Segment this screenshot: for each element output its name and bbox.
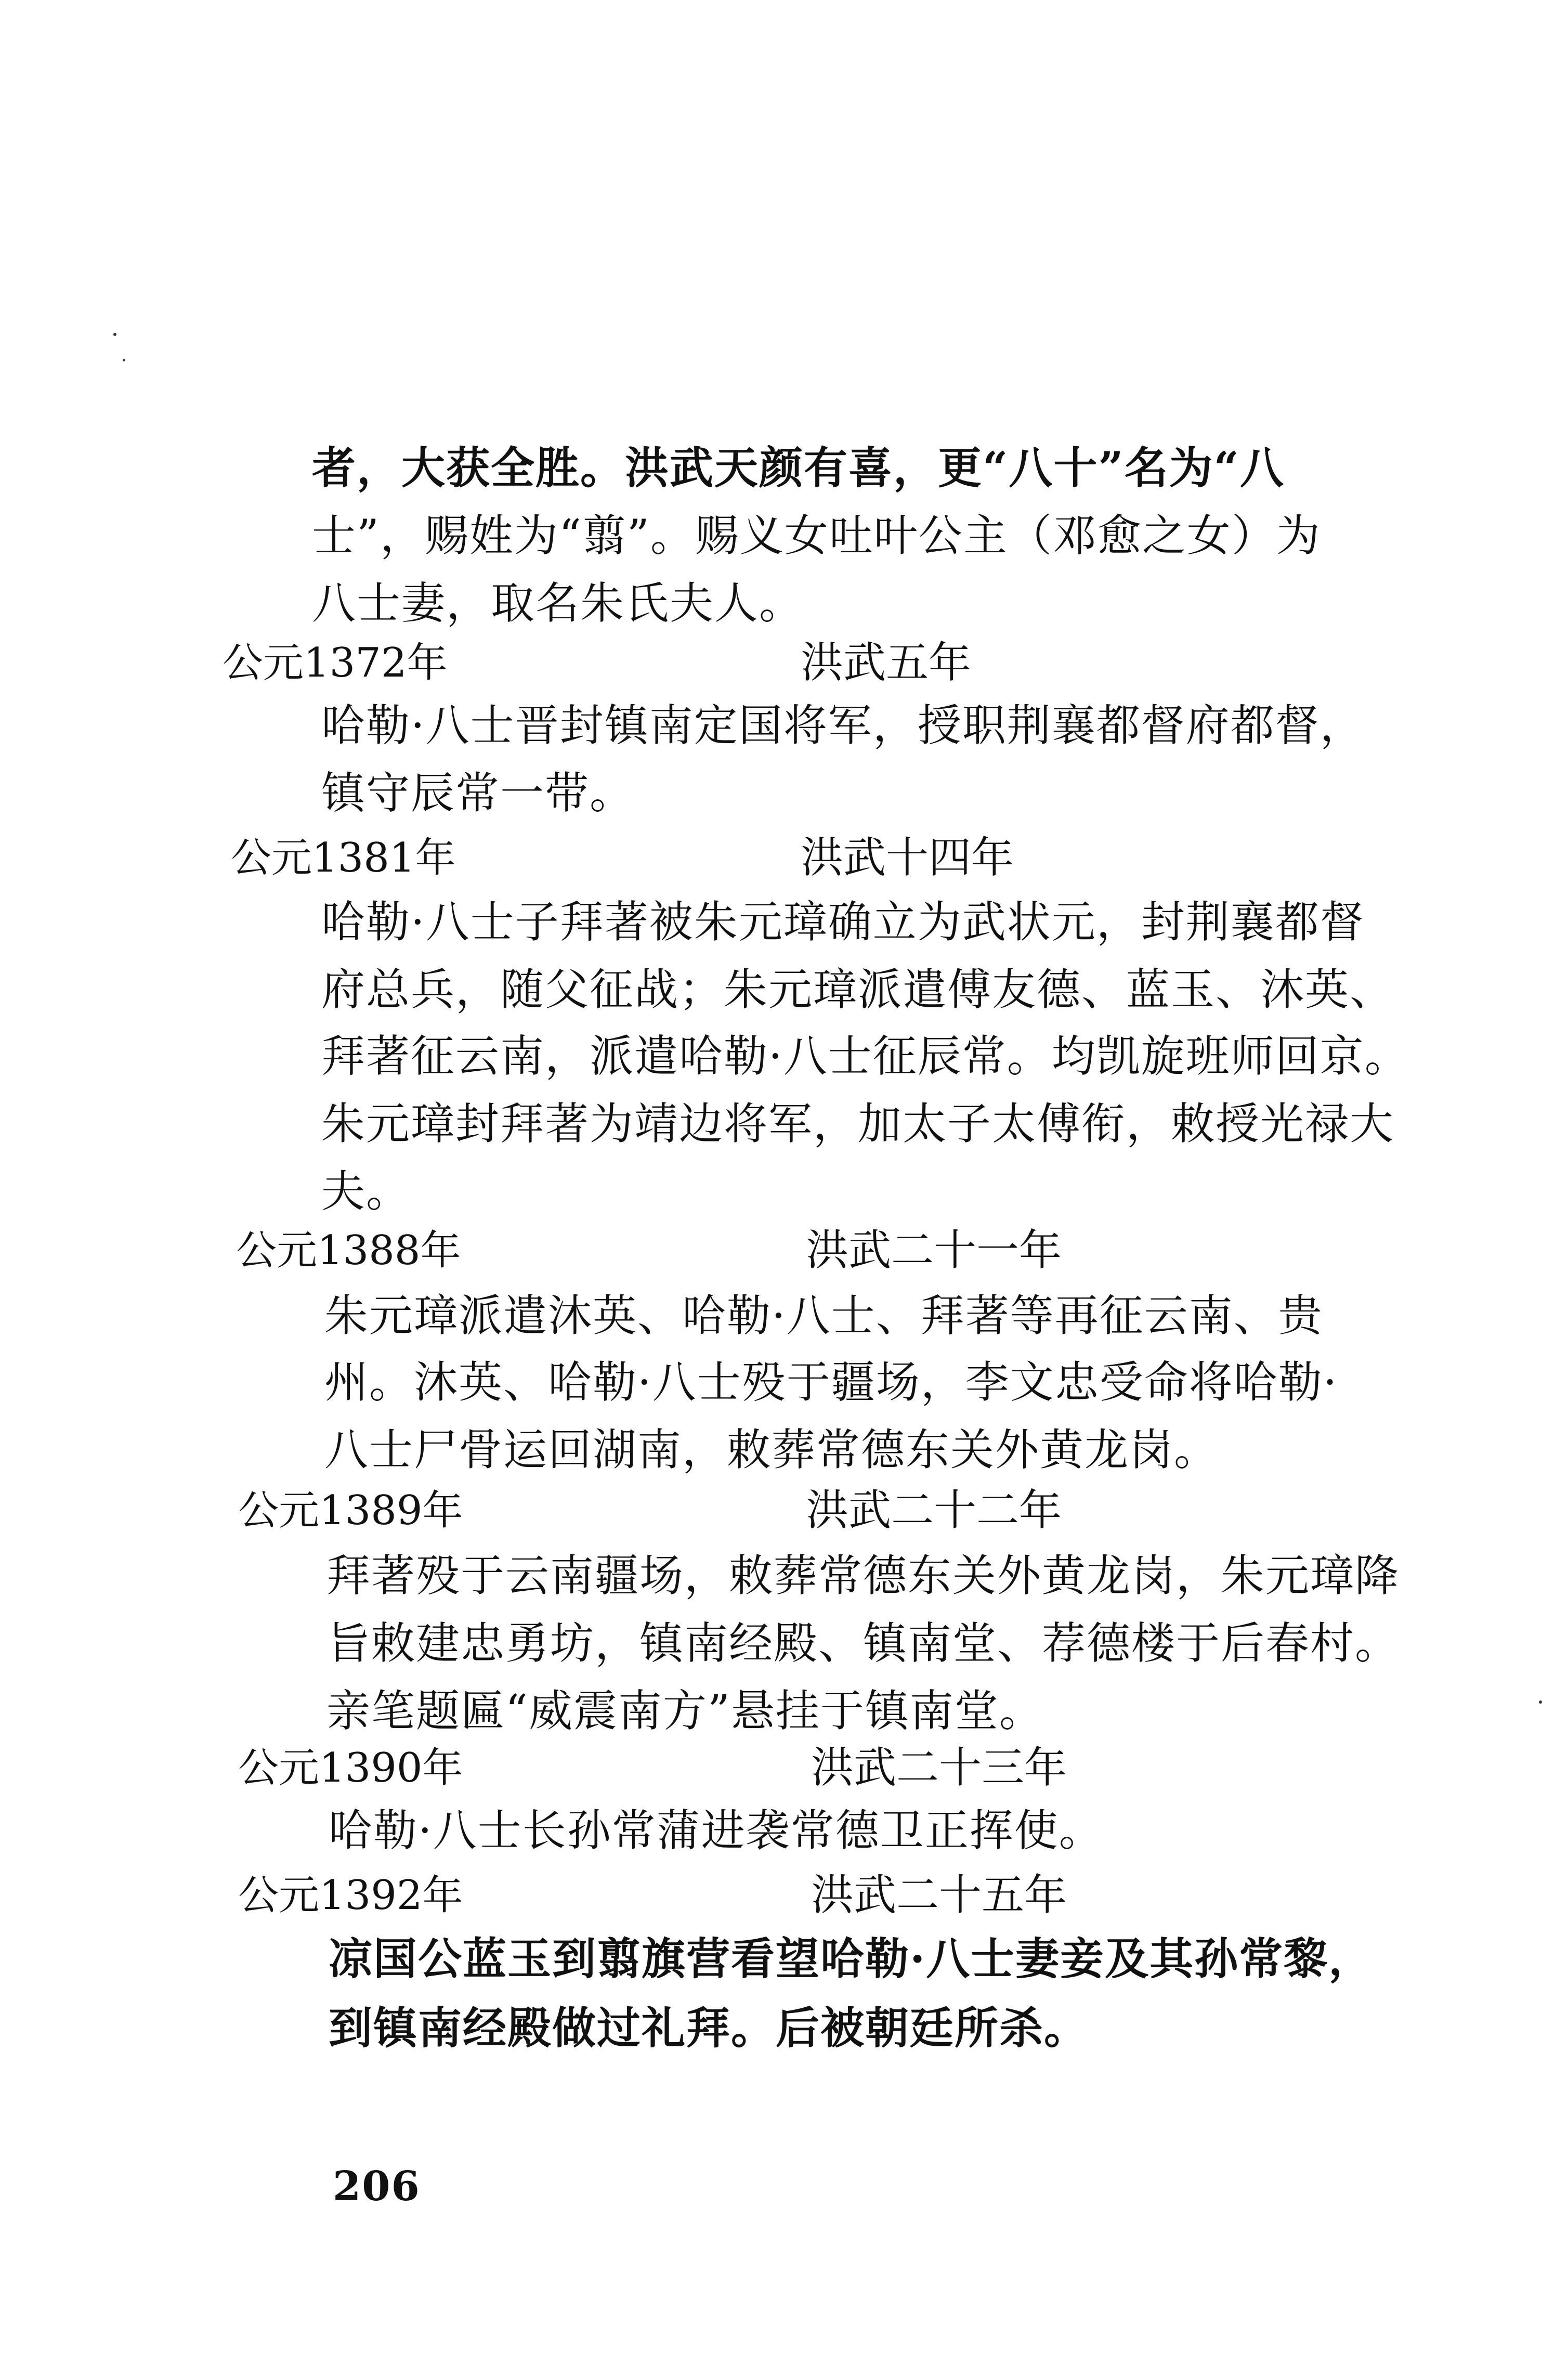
entry-text-line: 州。沐英、哈勒·八士殁于疆场，李文忠受命将哈勒· (324, 1357, 1338, 1408)
entry-text-line: 拜著征云南，派遣哈勒·八士征辰常。均凯旋班师回京。 (321, 1031, 1409, 1082)
entry-text-line: 旨敕建忠勇坊，镇南经殿、镇南堂、荐德楼于后春村。 (326, 1618, 1400, 1669)
entry-text-line: 朱元璋封拜著为靖边将军，加太子太傅衔，敕授光禄大 (321, 1098, 1395, 1149)
entry-year: 公元1390年 (238, 1745, 463, 1791)
page-number: 206 (333, 2163, 421, 2210)
entry-text-line: 哈勒·八士晋封镇南定国将军，授职荆襄都督府都督， (321, 700, 1365, 751)
entry-text-line: 镇守辰常一带。 (321, 768, 635, 819)
scan-speck (113, 333, 116, 336)
entry-year: 公元1388年 (236, 1227, 461, 1274)
entry-era: 洪武二十二年 (806, 1486, 1062, 1535)
entry-era: 洪武二十五年 (811, 1871, 1067, 1920)
entry-text-line: 哈勒·八士长孙常蒲进袭常德卫正挥使。 (329, 1805, 1104, 1856)
entry-year: 公元1389年 (238, 1487, 463, 1534)
entry-era: 洪武五年 (801, 638, 972, 687)
entry-text-line: 拜著殁于云南疆场，敕葬常德东关外黄龙岗，朱元璋降 (326, 1550, 1400, 1601)
intro-line: 八士妻，取名朱氏夫人。 (312, 578, 804, 629)
entry-year: 公元1381年 (231, 835, 456, 881)
scan-speck (123, 359, 125, 361)
entry-era: 洪武二十一年 (806, 1226, 1062, 1275)
entry-text-line: 夫。 (321, 1166, 411, 1217)
scan-speck (1539, 1700, 1542, 1704)
entry-text-line: 哈勒·八士子拜著被朱元璋确立为武状元，封荆襄都督 (321, 897, 1365, 947)
intro-line: 者，大获全胜。洪武天颜有喜，更“八十”名为“八 (312, 442, 1285, 494)
entry-text-line: 亲笔题匾“威震南方”悬挂于镇南堂。 (326, 1685, 1044, 1736)
entry-era: 洪武十四年 (801, 833, 1014, 882)
entry-era: 洪武二十三年 (811, 1743, 1067, 1793)
intro-line: 士”，赐姓为“翦”。赐义女吐叶公主（邓愈之女）为 (312, 510, 1321, 561)
entry-text-line: 府总兵，随父征战；朱元璋派遣傅友德、蓝玉、沐英、 (321, 964, 1395, 1015)
entry-text-line: 到镇南经殿做过礼拜。后被朝廷所杀。 (329, 2002, 1089, 2054)
entry-text-line: 凉国公蓝玉到翦旗营看望哈勒·八士妻妾及其孙常黎， (329, 1933, 1374, 1984)
entry-year: 公元1392年 (238, 1872, 463, 1919)
entry-year: 公元1372年 (223, 640, 448, 686)
entry-text-line: 八士尸骨运回湖南，敕葬常德东关外黄龙岗。 (324, 1424, 1219, 1475)
entry-text-line: 朱元璋派遣沐英、哈勒·八士、拜著等再征云南、贵 (324, 1290, 1323, 1341)
